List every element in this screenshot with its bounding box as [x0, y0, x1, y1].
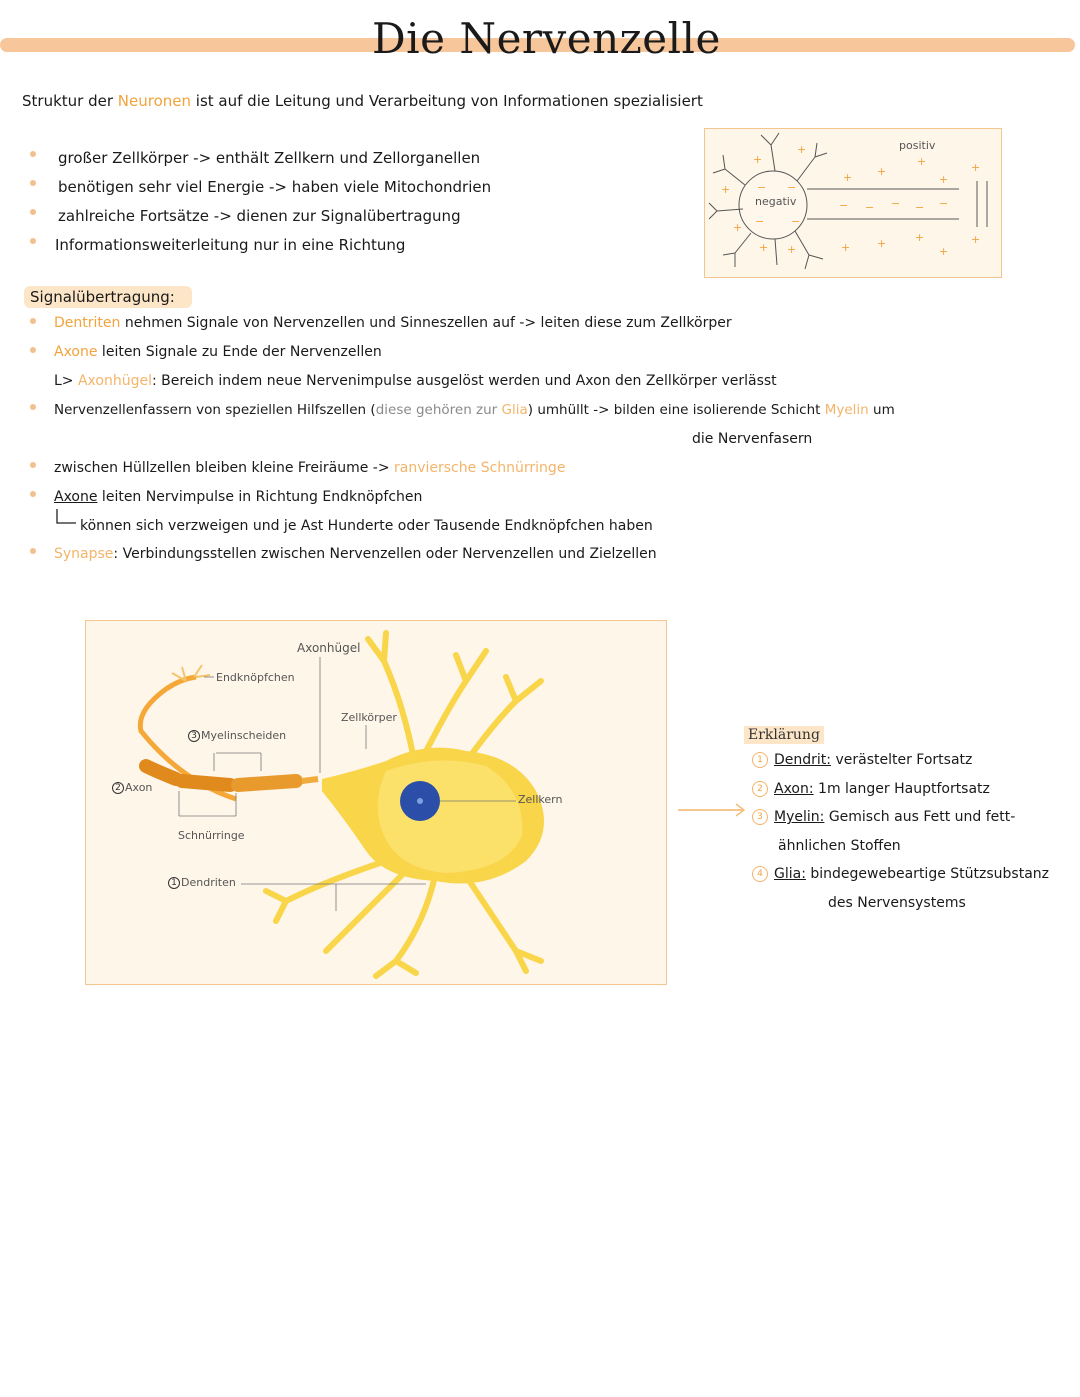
number-badge: 3 — [752, 809, 768, 825]
signal-line-1 — [54, 315, 732, 331]
signal-line-1-text: nehmen Signale von Nervenzellen und Sinneszellen auf -> leiten diese zum Zellkörper — [120, 315, 732, 331]
bullet-dot — [30, 238, 36, 244]
term-axone: Axone — [54, 344, 98, 360]
erklaerung-item-3b: ähnlichen Stoffen — [778, 838, 901, 854]
svg-text:+: + — [939, 173, 949, 186]
signal-line-3 — [54, 373, 777, 389]
sub-arrow-icon — [54, 508, 82, 528]
label-dendriten-text: Dendriten — [181, 876, 236, 889]
svg-text:+: + — [971, 233, 981, 246]
signal-line-5-text: zwischen Hüllzellen bleiben kleine Freiräume -> — [54, 460, 390, 476]
signal-line-4-grey: diese gehören zur — [375, 402, 498, 418]
label-myelinscheiden — [188, 729, 286, 742]
arrow-right-icon — [676, 800, 750, 820]
svg-text:−: − — [791, 215, 801, 228]
charge-diagram — [704, 128, 1002, 278]
svg-text:+: + — [877, 237, 887, 250]
erklaerung-term: Dendrit: — [774, 752, 832, 768]
term-ranviersche: ranviersche — [394, 460, 477, 476]
svg-text:+: + — [753, 153, 763, 166]
bullet-dot — [30, 404, 36, 410]
label-endknoepfchen: Endknöpfchen — [216, 671, 295, 684]
intro-part1: Struktur der — [22, 92, 114, 110]
svg-text:−: − — [939, 197, 949, 210]
term-axonhuegel: Axonhügel — [77, 373, 152, 389]
bullet-top-1: großer Zellkörper -> enthält Zellkern und Zellorganellen — [58, 149, 481, 167]
bullet-dot — [30, 209, 36, 215]
bullet-dot — [30, 180, 36, 186]
bullet-dot — [30, 151, 36, 157]
label-schnuerringe: Schnürringe — [178, 829, 245, 842]
bullet-dot — [30, 548, 36, 554]
erklaerung-term: Glia: — [774, 866, 806, 882]
bullet-dot — [30, 491, 36, 497]
label-axon — [112, 781, 152, 794]
signal-line-4b: die Nervenfasern — [692, 431, 813, 447]
number-badge: 2 — [112, 782, 124, 794]
erklaerung-item-4 — [752, 866, 1049, 882]
signal-line-7 — [54, 546, 657, 562]
svg-text:+: + — [915, 231, 925, 244]
arrow-sub: L> — [54, 373, 74, 389]
charge-diagram-drawing — [705, 129, 1001, 277]
signal-line-2 — [54, 344, 382, 360]
signal-line-6-text: leiten Nervimpulse in Richtung Endknöpfchen — [97, 489, 423, 505]
label-axon-text: Axon — [125, 781, 153, 794]
svg-text:−: − — [757, 181, 767, 194]
signal-line-3-text: : Bereich indem neue Nervenimpulse ausgelöst werden und Axon den Zellkörper verlässt — [152, 373, 777, 389]
svg-text:−: − — [787, 181, 797, 194]
term-glia: Glia — [501, 402, 528, 418]
erklaerung-heading: Erklärung — [744, 726, 824, 744]
intro-part2: ist auf die Leitung und Verarbeitung von Informationen spezialisiert — [195, 92, 703, 110]
charge-positive-label: positiv — [899, 139, 936, 152]
erklaerung-text: Gemisch aus Fett und fett- — [828, 809, 1016, 825]
label-myelinscheiden-text: Myelinscheiden — [201, 729, 287, 742]
signal-line-6 — [54, 489, 422, 505]
bullet-dot — [30, 347, 36, 353]
erklaerung-item-3 — [752, 809, 1015, 825]
label-dendriten — [168, 876, 236, 889]
erklaerung-text: verästelter Fortsatz — [835, 752, 973, 768]
svg-text:+: + — [721, 183, 731, 196]
erklaerung-text: 1m langer Hauptfortsatz — [818, 781, 990, 797]
neuron-diagram — [85, 620, 667, 985]
svg-text:+: + — [733, 221, 743, 234]
term-synapse: Synapse — [54, 546, 114, 562]
section-heading: Signalübertragung: — [30, 288, 175, 306]
signal-line-4-text3: um — [873, 402, 895, 418]
signal-line-2-text: leiten Signale zu Ende der Nervenzellen — [97, 344, 382, 360]
number-badge: 1 — [752, 752, 768, 768]
svg-text:+: + — [971, 161, 981, 174]
svg-text:+: + — [787, 243, 797, 256]
signal-line-5 — [54, 460, 565, 476]
neuron-drawing — [86, 621, 666, 984]
svg-text:−: − — [915, 201, 925, 214]
svg-text:−: − — [865, 201, 875, 214]
number-badge: 4 — [752, 866, 768, 882]
term-schnuerringe: Schnürringe — [480, 460, 566, 476]
signal-line-4-text1: Nervenzellenfassern von speziellen Hilfszellen ( — [54, 402, 376, 418]
page-title: Die Nervenzelle — [372, 14, 721, 63]
number-badge: 3 — [188, 730, 200, 742]
erklaerung-term: Myelin: — [774, 809, 825, 825]
bullet-top-4: Informationsweiterleitung nur in eine Richtung — [55, 236, 406, 254]
intro-text — [22, 92, 703, 110]
label-axonhuegel: Axonhügel — [297, 641, 361, 655]
svg-text:−: − — [891, 197, 901, 210]
svg-text:+: + — [841, 241, 851, 254]
signal-line-7-text: : Verbindungsstellen zwischen Nervenzellen oder Nervenzellen und Zielzellen — [113, 546, 657, 562]
erklaerung-item-4b: des Nervensystems — [828, 895, 966, 911]
term-myelin: Myelin — [824, 402, 869, 418]
svg-text:+: + — [797, 143, 807, 156]
svg-text:−: − — [755, 215, 765, 228]
label-zellkoerper: Zellkörper — [341, 711, 397, 724]
signal-line-6b: können sich verzweigen und je Ast Hunderte oder Tausende Endknöpfchen haben — [80, 518, 653, 534]
signal-line-4 — [54, 402, 895, 418]
intro-highlight: Neuronen — [117, 92, 192, 110]
signal-line-4-text2: ) umhüllt -> bilden eine isolierende Schicht — [527, 402, 821, 418]
number-badge: 2 — [752, 781, 768, 797]
svg-text:+: + — [917, 155, 927, 168]
svg-text:+: + — [843, 171, 853, 184]
term-axone-underlined: Axone — [54, 489, 98, 505]
erklaerung-item-2 — [752, 781, 990, 797]
erklaerung-item-1 — [752, 752, 972, 768]
svg-text:+: + — [759, 241, 769, 254]
bullet-top-3: zahlreiche Fortsätze -> dienen zur Signalübertragung — [58, 207, 461, 225]
svg-text:−: − — [839, 199, 849, 212]
erklaerung-term: Axon: — [774, 781, 814, 797]
term-dentriten: Dentriten — [54, 315, 121, 331]
bullet-dot — [30, 318, 36, 324]
bullet-dot — [30, 462, 36, 468]
svg-text:+: + — [939, 245, 949, 258]
number-badge: 1 — [168, 877, 180, 889]
erklaerung-text: bindegewebeartige Stützsubstanz — [810, 866, 1049, 882]
svg-text:+: + — [877, 165, 887, 178]
bullet-top-2: benötigen sehr viel Energie -> haben viele Mitochondrien — [58, 178, 492, 196]
label-zellkern: Zellkern — [518, 793, 563, 806]
charge-negative-label: negativ — [755, 195, 797, 208]
